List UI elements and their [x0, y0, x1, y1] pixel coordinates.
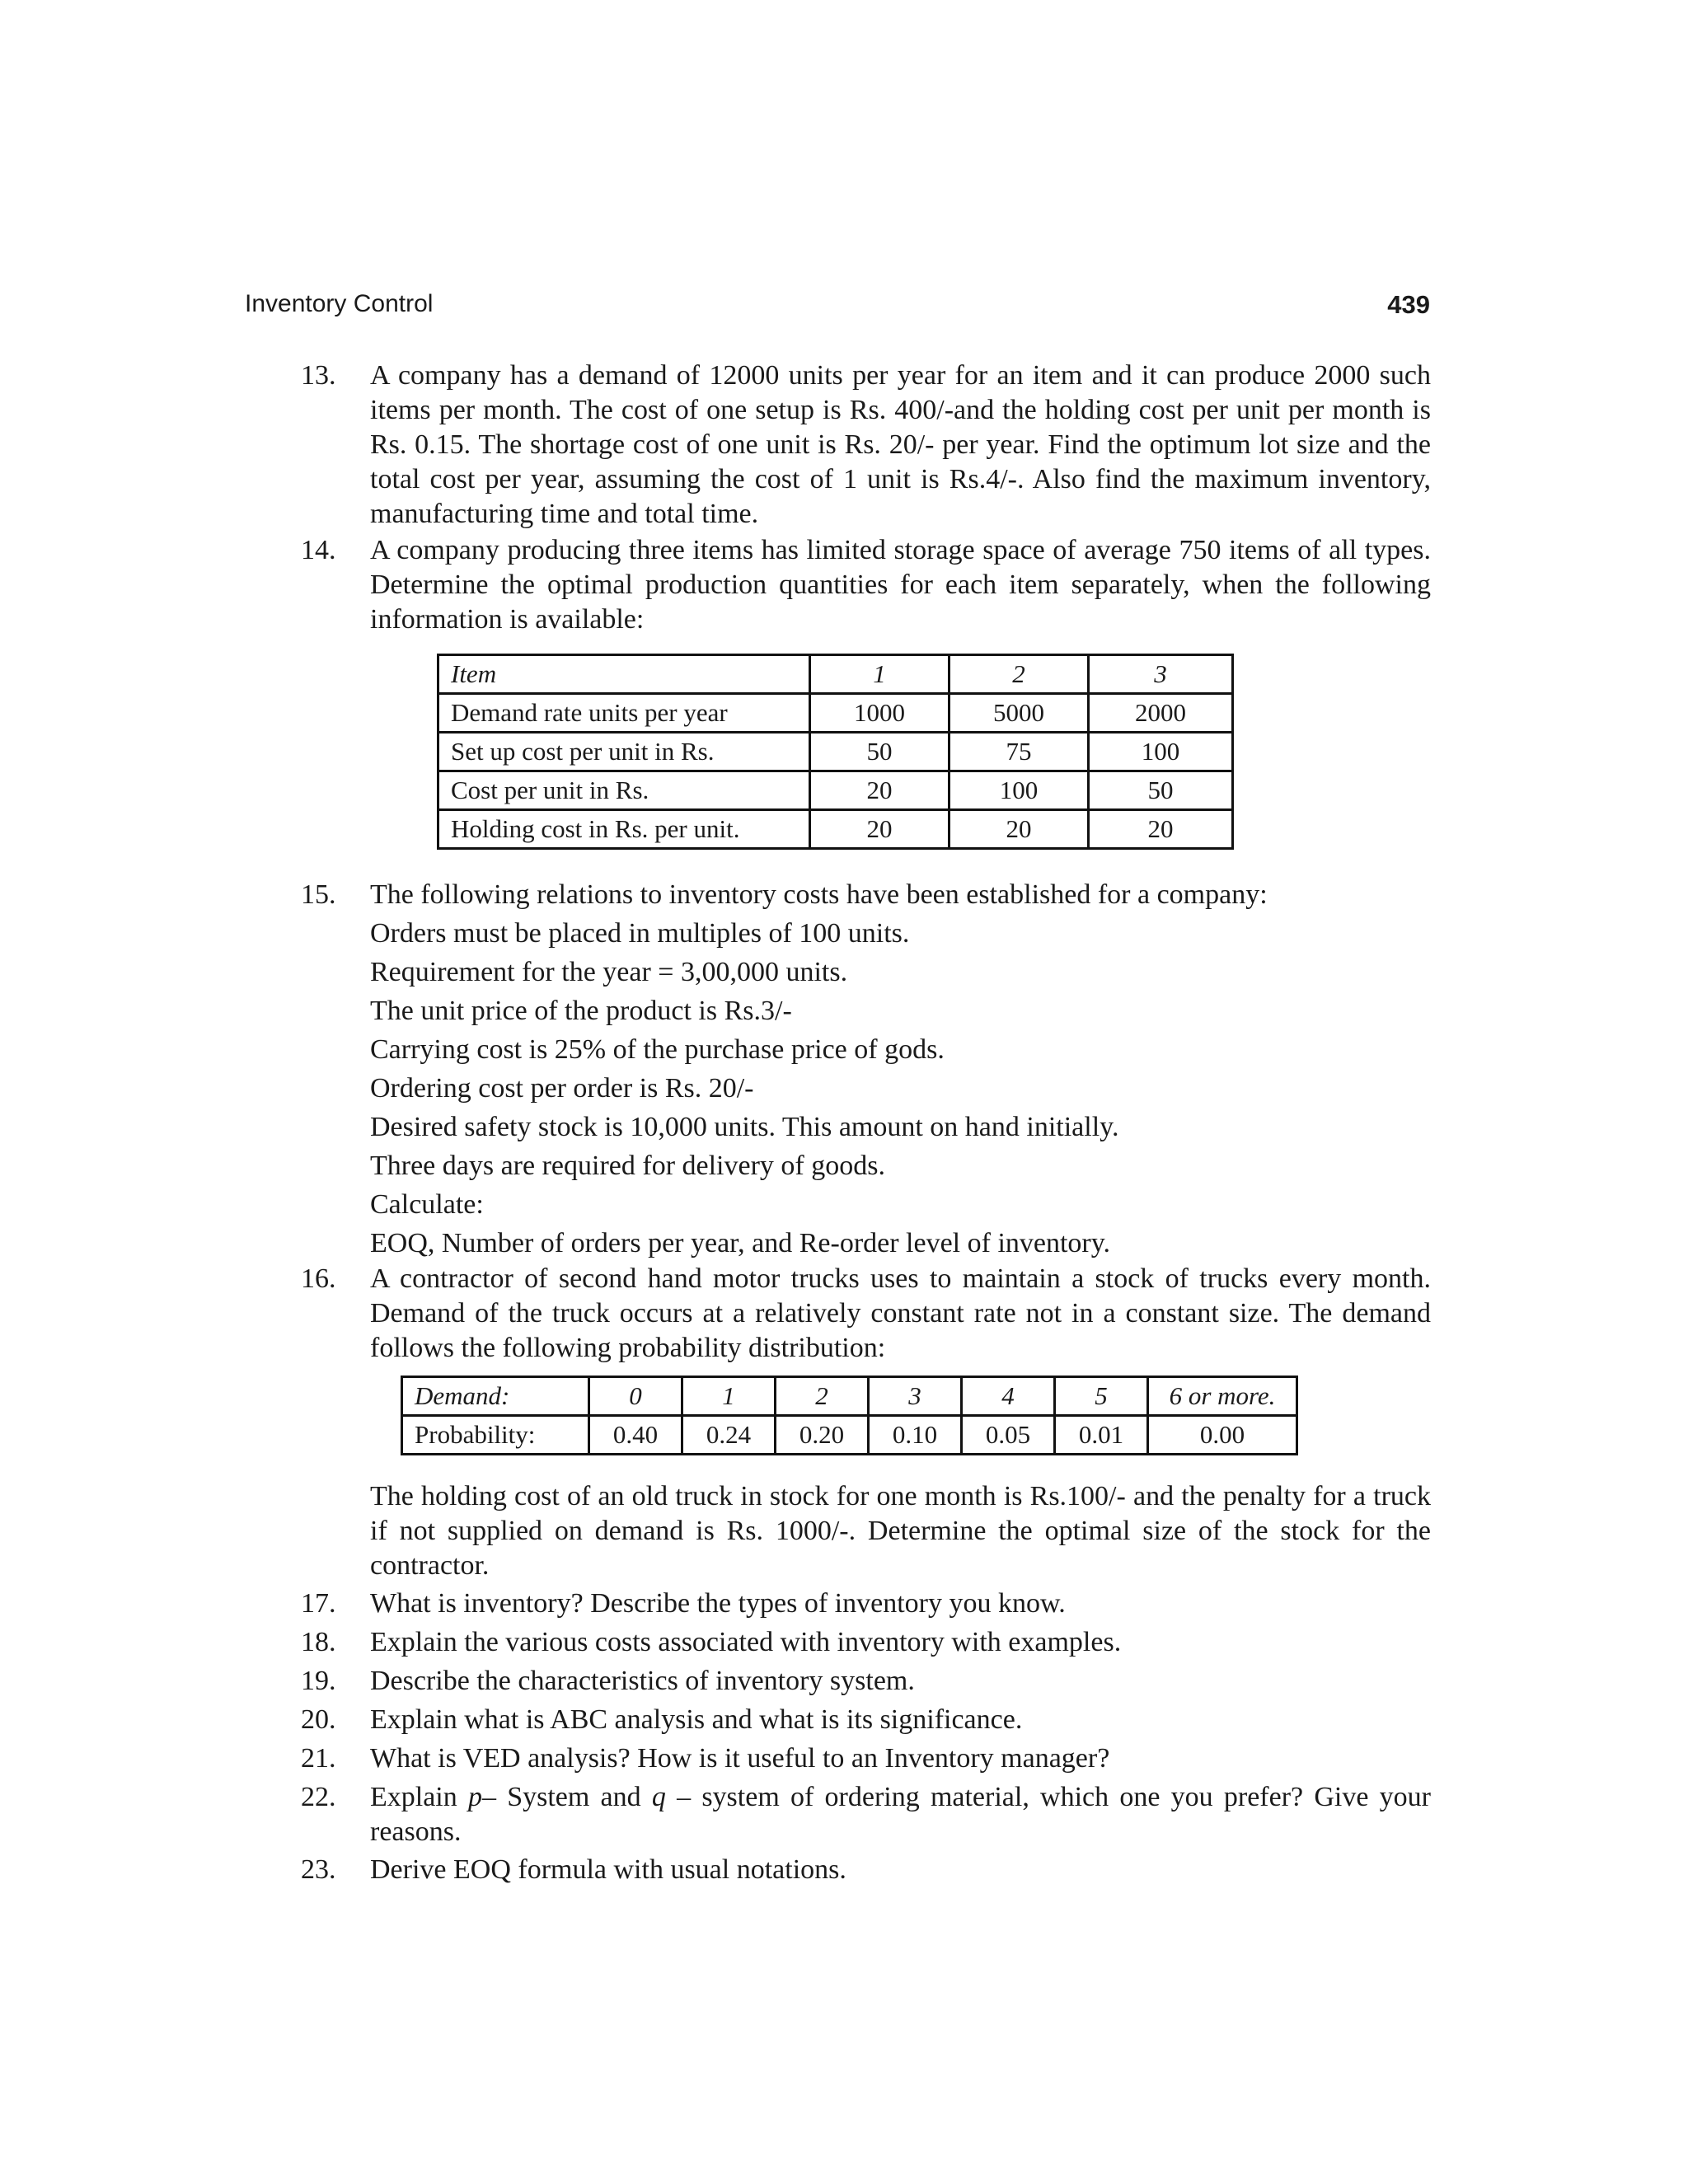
question-number: 14.	[301, 535, 336, 565]
question-text: Explain what is ABC analysis and what is its significance.	[370, 1704, 1023, 1735]
question-text	[370, 875, 1431, 1258]
item-data-table	[437, 654, 1234, 850]
text-line: The following relations to inventory costs have been established for a company:	[370, 879, 1268, 910]
question-13	[301, 359, 1431, 532]
table-row	[438, 694, 1233, 733]
table-cell: 50	[1089, 771, 1233, 810]
question-17	[301, 1586, 1431, 1621]
table-cell: 75	[950, 733, 1089, 771]
table-cell: 6 or more.	[1148, 1377, 1297, 1416]
question-text: What is inventory? Describe the types of inventory you know.	[370, 1588, 1066, 1619]
question-number: 17.	[301, 1588, 336, 1619]
table-cell: 0.00	[1148, 1416, 1297, 1455]
table-cell: 4	[962, 1377, 1055, 1416]
table-header-row	[438, 655, 1233, 694]
table-cell: 5000	[950, 694, 1089, 733]
question-text: A company has a demand of 12000 units per year for an item and it can produce 2000 such items per month. The cost of one setup is Rs. 400/-and the holding cost per unit per month is Rs. 0.15. The shortage cost of one unit is Rs. 20/- per year. Find the optimum lot size and the total cost per year, assuming the cost of 1 unit is Rs.4/-. Also find the maximum inventory, manufacturing time and total time.	[370, 360, 1431, 529]
text-line: Orders must be placed in multiples of 100 units.	[370, 918, 910, 949]
question-16	[301, 1262, 1431, 1366]
table-row	[438, 810, 1233, 849]
question-text: Describe the characteristics of inventory system.	[370, 1666, 915, 1696]
question-number: 16.	[301, 1263, 336, 1294]
question-text: A company producing three items has limited storage space of average 750 items of all types. Determine the optimal production quantities for each item separately, when the following information is available:	[370, 535, 1431, 635]
question-20	[301, 1703, 1431, 1737]
text-line: Carrying cost is 25% of the purchase price of gods.	[370, 1034, 945, 1065]
table-cell: Item	[438, 655, 810, 694]
table-cell: 2	[950, 655, 1089, 694]
text-line: EOQ, Number of orders per year, and Re-order level of inventory.	[370, 1228, 1111, 1258]
table-cell: 0.05	[962, 1416, 1055, 1455]
question-number: 20.	[301, 1704, 336, 1735]
text-run: – system of ordering material, which one you prefer? Give your reasons.	[370, 1782, 1431, 1847]
table-cell: 20	[1089, 810, 1233, 849]
running-header: Inventory Control	[245, 290, 434, 317]
text-run: – System and	[481, 1782, 652, 1812]
table-cell: 0.10	[869, 1416, 962, 1455]
question-text	[370, 1780, 1431, 1849]
table-cell: 3	[869, 1377, 962, 1416]
text-run: Explain	[370, 1782, 468, 1812]
question-number: 23.	[301, 1854, 336, 1885]
p-system-symbol: p	[467, 1782, 482, 1812]
question-number: 19.	[301, 1666, 336, 1696]
table-cell: Demand rate units per year	[438, 694, 810, 733]
q-system-symbol: q	[651, 1782, 666, 1812]
question-16-continued	[301, 1479, 1431, 1583]
table-cell: 50	[810, 733, 950, 771]
table-row	[438, 733, 1233, 771]
table-cell: 0.01	[1055, 1416, 1148, 1455]
table-cell: 1	[682, 1377, 776, 1416]
table-cell: 20	[810, 810, 950, 849]
question-14	[301, 533, 1431, 637]
text-line: Requirement for the year = 3,00,000 units.	[370, 957, 848, 987]
table-cell: 20	[950, 810, 1089, 849]
question-number: 15.	[301, 879, 336, 910]
question-number: 13.	[301, 360, 336, 391]
question-23	[301, 1853, 1431, 1887]
table-cell: Demand:	[402, 1377, 589, 1416]
table-cell: 20	[810, 771, 950, 810]
table-cell: 0.20	[776, 1416, 869, 1455]
question-text: Explain the various costs associated with inventory with examples.	[370, 1627, 1122, 1657]
table-cell: 3	[1089, 655, 1233, 694]
text-line: The unit price of the product is Rs.3/-	[370, 996, 792, 1026]
table-cell: 2	[776, 1377, 869, 1416]
table-row	[402, 1377, 1297, 1416]
question-text: What is VED analysis? How is it useful to an Inventory manager?	[370, 1743, 1110, 1774]
question-number: 18.	[301, 1627, 336, 1657]
demand-probability-table	[401, 1376, 1298, 1455]
text-line: Ordering cost per order is Rs. 20/-	[370, 1073, 754, 1104]
table-cell: Set up cost per unit in Rs.	[438, 733, 810, 771]
table-cell: Holding cost in Rs. per unit.	[438, 810, 810, 849]
question-18	[301, 1625, 1431, 1660]
question-15	[301, 875, 1431, 1258]
question-22	[301, 1780, 1431, 1849]
question-21	[301, 1741, 1431, 1776]
table-cell: Cost per unit in Rs.	[438, 771, 810, 810]
question-text: Derive EOQ formula with usual notations.	[370, 1854, 846, 1885]
question-number: 21.	[301, 1743, 336, 1774]
question-text: The holding cost of an old truck in stock for one month is Rs.100/- and the penalty for a truck if not supplied on demand is Rs. 1000/-. Determine the optimal size of the stock for the contractor.	[370, 1481, 1431, 1581]
question-number: 22.	[301, 1782, 336, 1812]
table-cell: 1	[810, 655, 950, 694]
text-line: Desired safety stock is 10,000 units. This amount on hand initially.	[370, 1112, 1119, 1142]
question-19	[301, 1664, 1431, 1699]
page-number: 439	[1387, 290, 1430, 319]
table-row	[402, 1416, 1297, 1455]
text-line: Three days are required for delivery of goods.	[370, 1151, 885, 1181]
table-cell: 1000	[810, 694, 950, 733]
table-cell: 0.40	[589, 1416, 682, 1455]
table-cell: 0	[589, 1377, 682, 1416]
table-cell: 5	[1055, 1377, 1148, 1416]
table-cell: Probability:	[402, 1416, 589, 1455]
table-cell: 100	[1089, 733, 1233, 771]
question-text: A contractor of second hand motor trucks uses to maintain a stock of trucks every month. Demand of the truck occurs at a relatively constant rate not in a constant size. The demand follows the following probability distribution:	[370, 1263, 1431, 1363]
text-line: Calculate:	[370, 1189, 484, 1220]
table-row	[438, 771, 1233, 810]
table-cell: 100	[950, 771, 1089, 810]
table-cell: 2000	[1089, 694, 1233, 733]
table-cell: 0.24	[682, 1416, 776, 1455]
